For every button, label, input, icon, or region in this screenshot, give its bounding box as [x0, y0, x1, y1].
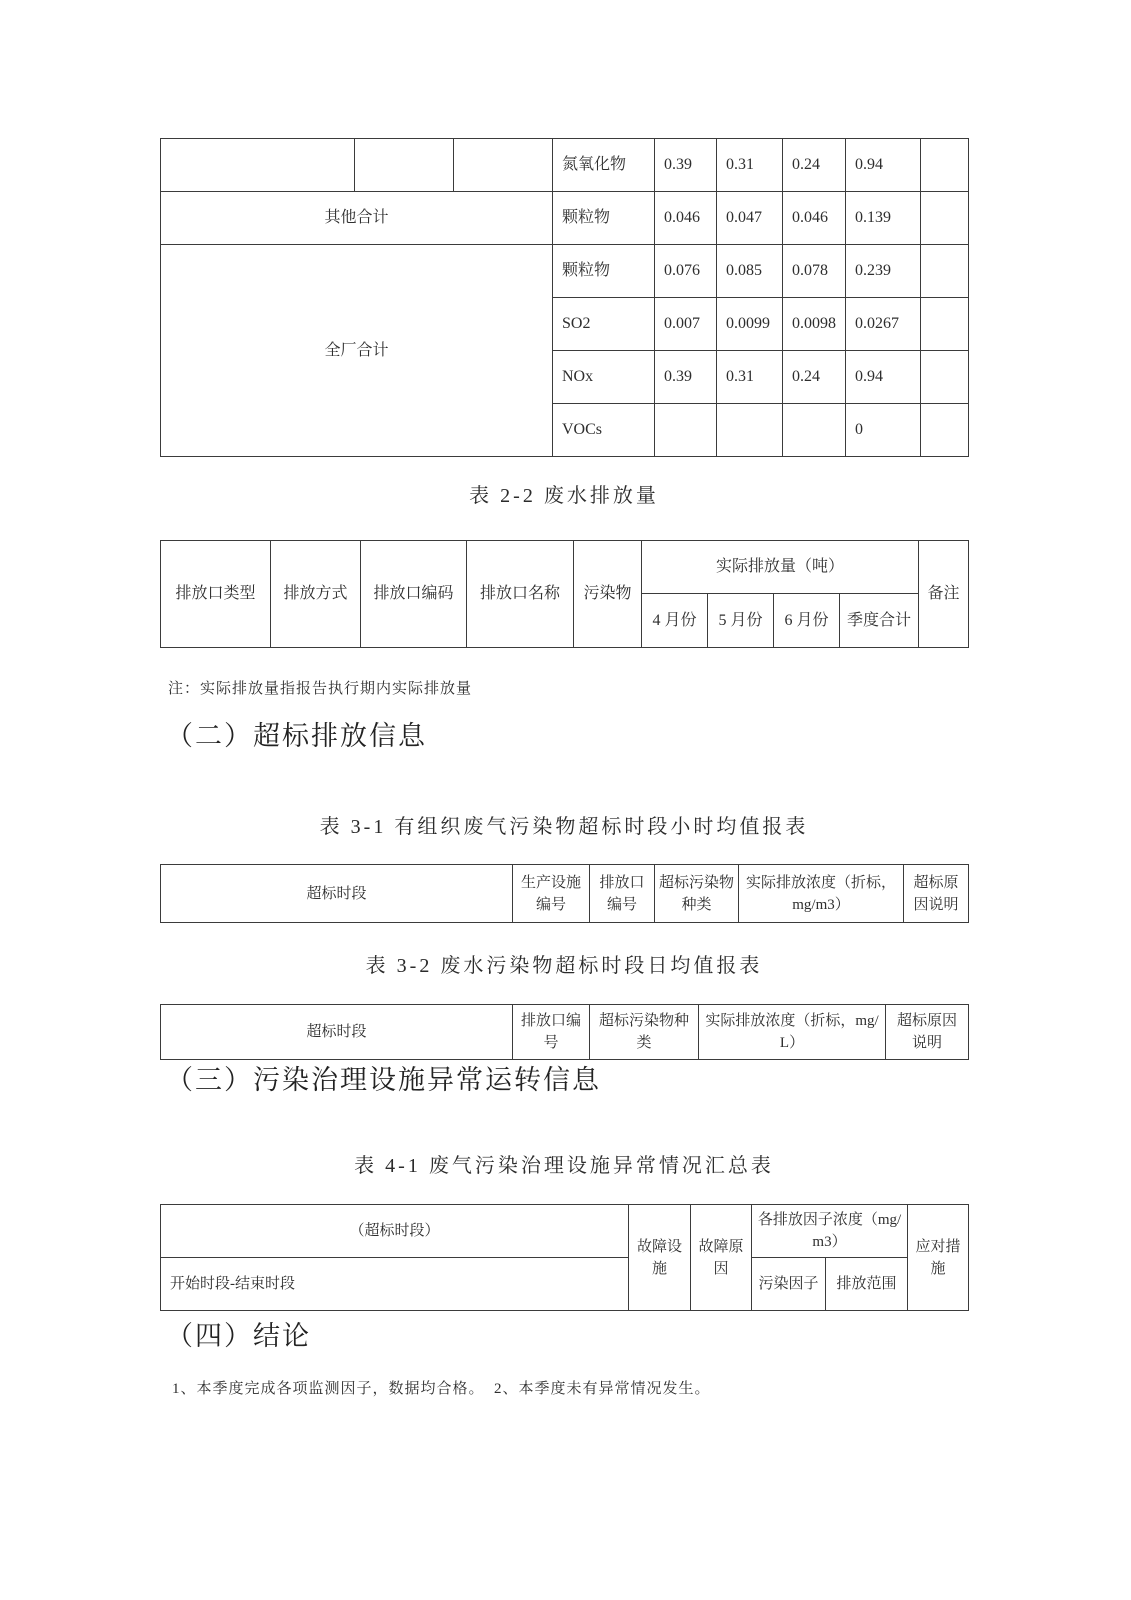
outlet-no-header: 排放口编号: [513, 1005, 590, 1060]
pollutant-header: 污染物: [574, 541, 642, 648]
remark-header: 备注: [919, 541, 969, 648]
air-exceedance-table: [160, 864, 969, 923]
remark-cell: [921, 351, 969, 404]
quarter-total-cell: 0: [846, 404, 921, 457]
actual-amount-header: 实际排放量（吨）: [642, 541, 919, 594]
may-value-cell: 0.31: [717, 139, 783, 192]
exceed-pollutant-header: 超标污染物种类: [590, 1005, 699, 1060]
pollution-factor-header: 污染因子: [752, 1258, 826, 1311]
quarter-total-header: 季度合计: [840, 594, 919, 648]
june-value-cell: 0.078: [783, 245, 846, 298]
exceed-period-header: 超标时段: [161, 865, 513, 923]
factor-concentration-header: 各排放因子浓度（mg/m3）: [752, 1205, 908, 1258]
table-row: [161, 245, 969, 298]
quarter-total-cell: 0.94: [846, 139, 921, 192]
table-3-2-title: 表 3-2 废水污染物超标时段日均值报表: [365, 955, 763, 977]
remark-cell: [921, 245, 969, 298]
june-value-cell: 0.046: [783, 192, 846, 245]
empty-cell: [161, 139, 355, 192]
section-2-heading: （二）超标排放信息: [166, 721, 427, 751]
outlet-name-header: 排放口名称: [467, 541, 574, 648]
april-value-cell: [655, 404, 717, 457]
section-4-heading: （四）结论: [166, 1321, 311, 1351]
plant-total-label-cell: 全厂合计: [161, 245, 553, 457]
table-subheader-row: [161, 1258, 969, 1311]
april-header: 4 月份: [642, 594, 708, 648]
june-header: 6 月份: [774, 594, 840, 648]
table-header-row: [161, 865, 969, 923]
june-value-cell: 0.24: [783, 351, 846, 404]
may-value-cell: [717, 404, 783, 457]
quarter-total-cell: 0.0267: [846, 298, 921, 351]
exceed-pollutant-header: 超标污染物种类: [655, 865, 739, 923]
empty-cell: [355, 139, 454, 192]
april-value-cell: 0.076: [655, 245, 717, 298]
other-total-label-cell: 其他合计: [161, 192, 553, 245]
discharge-mode-header: 排放方式: [271, 541, 361, 648]
remark-cell: [921, 298, 969, 351]
fault-facility-header: 故障设施: [629, 1205, 691, 1311]
quarter-total-cell: 0.139: [846, 192, 921, 245]
wastewater-discharge-table: [160, 540, 969, 648]
actual-concentration-header: 实际排放浓度（折标，mg/L）: [699, 1005, 886, 1060]
response-measures-header: 应对措施: [908, 1205, 969, 1311]
pollutant-cell: 氮氧化物: [553, 139, 655, 192]
quarter-total-cell: 0.239: [846, 245, 921, 298]
conclusion-text: 1、本季度完成各项监测因子，数据均合格。 2、本季度未有异常情况发生。: [172, 1381, 711, 1397]
june-value-cell: 0.0098: [783, 298, 846, 351]
table-header-row: [161, 1205, 969, 1258]
may-value-cell: 0.0099: [717, 298, 783, 351]
may-header: 5 月份: [708, 594, 774, 648]
table-header-row: [161, 541, 969, 594]
pollutant-cell: VOCs: [553, 404, 655, 457]
actual-concentration-header: 实际排放浓度（折标，mg/m3）: [739, 865, 904, 923]
abnormal-operation-table: [160, 1204, 969, 1311]
exceed-period-header: （超标时段）: [161, 1205, 629, 1258]
empty-cell: [454, 139, 553, 192]
pollutant-cell: SO2: [553, 298, 655, 351]
table-2-2-title: 表 2-2 废水排放量: [469, 485, 659, 507]
section-3-heading: （三）污染治理设施异常运转信息: [166, 1065, 601, 1095]
remark-cell: [921, 139, 969, 192]
outlet-code-header: 排放口编码: [361, 541, 467, 648]
fault-reason-header: 故障原因: [691, 1205, 752, 1311]
table-row: [161, 192, 969, 245]
remark-cell: [921, 404, 969, 457]
quarter-total-cell: 0.94: [846, 351, 921, 404]
outlet-type-header: 排放口类型: [161, 541, 271, 648]
may-value-cell: 0.085: [717, 245, 783, 298]
april-value-cell: 0.39: [655, 139, 717, 192]
exceed-reason-header: 超标原因说明: [904, 865, 969, 923]
remark-cell: [921, 192, 969, 245]
table-row: [161, 139, 969, 192]
actual-amount-footnote: 注：实际排放量指报告执行期内实际排放量: [168, 681, 473, 697]
discharge-range-header: 排放范围: [826, 1258, 908, 1311]
june-value-cell: [783, 404, 846, 457]
exceed-period-header: 超标时段: [161, 1005, 513, 1060]
april-value-cell: 0.046: [655, 192, 717, 245]
air-emission-totals-table: [160, 138, 969, 457]
april-value-cell: 0.39: [655, 351, 717, 404]
start-end-period-header: 开始时段-结束时段: [161, 1258, 629, 1311]
outlet-no-header: 排放口编号: [590, 865, 655, 923]
table-3-1-title: 表 3-1 有组织废气污染物超标时段小时均值报表: [319, 816, 809, 838]
may-value-cell: 0.047: [717, 192, 783, 245]
table-header-row: [161, 1005, 969, 1060]
exceed-reason-header: 超标原因说明: [886, 1005, 969, 1060]
may-value-cell: 0.31: [717, 351, 783, 404]
table-4-1-title: 表 4-1 废气污染治理设施异常情况汇总表: [354, 1155, 774, 1177]
pollutant-cell: 颗粒物: [553, 245, 655, 298]
pollutant-cell: NOx: [553, 351, 655, 404]
april-value-cell: 0.007: [655, 298, 717, 351]
water-exceedance-table: [160, 1004, 969, 1060]
june-value-cell: 0.24: [783, 139, 846, 192]
pollutant-cell: 颗粒物: [553, 192, 655, 245]
facility-no-header: 生产设施编号: [513, 865, 590, 923]
